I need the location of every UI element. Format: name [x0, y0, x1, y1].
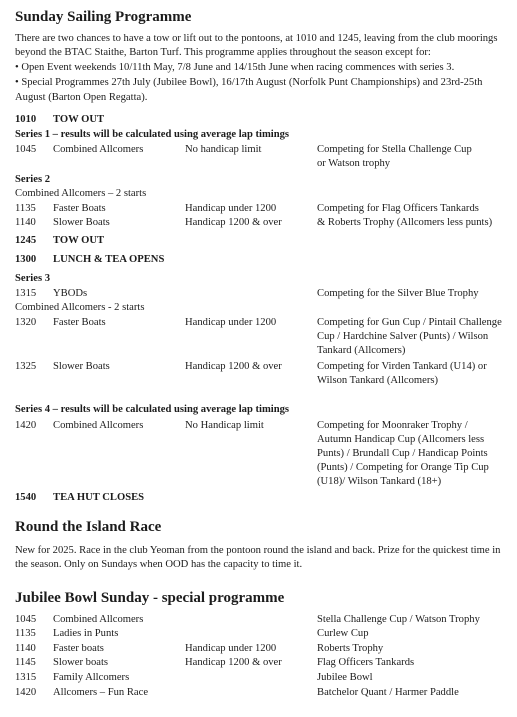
- race-class: Allcomers – Fun Race: [53, 687, 149, 698]
- race-time: 1315: [15, 288, 37, 299]
- race-trophy: Flag Officers Tankards: [317, 657, 415, 668]
- series-1-heading: Series 1 – results will be calculated using average lap timings: [15, 129, 290, 140]
- jubilee-title: Jubilee Bowl Sunday - special programme: [15, 590, 285, 606]
- race-time: 1315: [15, 672, 37, 683]
- race-trophy: or Watson trophy: [317, 158, 391, 169]
- race-class: Faster Boats: [53, 203, 106, 214]
- race-trophy: Batchelor Quant / Harmer Paddle: [317, 687, 459, 698]
- race-time: 1420: [15, 687, 37, 698]
- race-handicap: Handicap under 1200: [185, 643, 277, 654]
- race-trophy: Competing for Stella Challenge Cup: [317, 144, 472, 155]
- race-class: Slower Boats: [53, 217, 110, 228]
- race-time: 1135: [15, 628, 36, 639]
- race-handicap: Handicap under 1200: [185, 203, 277, 214]
- race-time: 1045: [15, 614, 37, 625]
- intro-line: There are two chances to have a tow or lift out to the pontoons, at 1010 and 1245, leaving from the club moorings: [15, 33, 498, 44]
- race-class: Slower boats: [53, 657, 109, 668]
- race-handicap: Handicap 1200 & over: [185, 217, 282, 228]
- race-class: YBODs: [53, 288, 88, 299]
- series-3-subheading: Combined Allcomers - 2 starts: [15, 302, 145, 313]
- time-tow-out: 1010: [15, 114, 37, 125]
- race-time: 1145: [15, 657, 36, 668]
- time-tea-hut: 1540: [15, 492, 37, 503]
- race-trophy: Competing for Flag Officers Tankards: [317, 203, 479, 214]
- race-trophy: (Punts) / Competing for Orange Tip Cup: [317, 462, 489, 473]
- series-2-heading: Series 2: [15, 174, 51, 185]
- series-4-heading: Series 4 – results will be calculated using average lap timings: [15, 404, 290, 415]
- island-race-text: New for 2025. Race in the club Yeoman from the pontoon round the island and back. Prize for the quickest time in: [15, 545, 501, 556]
- race-time: 1045: [15, 144, 37, 155]
- race-trophy: Tankard (Allcomers): [317, 345, 406, 356]
- race-class: Ladies in Punts: [53, 628, 119, 639]
- race-time: 1135: [15, 203, 36, 214]
- race-time: 1320: [15, 317, 37, 328]
- intro-line: beyond the BTAC Staithe, Barton Turf. This programme applies throughout the season except for:: [15, 47, 431, 58]
- island-race-text: the season. Only on Sundays when OOD has the capacity to time it.: [15, 559, 303, 570]
- race-trophy: Wilson Tankard (Allcomers): [317, 375, 439, 386]
- intro-bullet: • Special Programmes 27th July (Jubilee Bowl), 16/17th August (Norfolk Punt Championships) and 23rd-25th: [15, 77, 483, 88]
- page-title: Sunday Sailing Programme: [15, 9, 192, 25]
- label-tow-out: TOW OUT: [53, 235, 105, 246]
- series-2-subheading: Combined Allcomers – 2 starts: [15, 188, 147, 199]
- intro-bullet: August (Barton Open Regatta).: [15, 92, 148, 103]
- race-trophy: Autumn Handicap Cup (Allcomers less: [317, 434, 485, 445]
- race-time: 1140: [15, 217, 36, 228]
- race-class: Faster boats: [53, 643, 104, 654]
- race-time: 1420: [15, 420, 37, 431]
- race-trophy: Cup / Hardchine Salver (Punts) / Wilson: [317, 331, 489, 342]
- label-tow-out: TOW OUT: [53, 114, 105, 125]
- race-trophy: Stella Challenge Cup / Watson Trophy: [317, 614, 480, 625]
- race-trophy: Competing for Virden Tankard (U14) or: [317, 361, 487, 372]
- race-class: Combined Allcomers: [53, 614, 144, 625]
- race-class: Slower Boats: [53, 361, 110, 372]
- race-handicap: No handicap limit: [185, 144, 262, 155]
- label-tea-hut: TEA HUT CLOSES: [53, 492, 145, 503]
- race-handicap: Handicap 1200 & over: [185, 361, 282, 372]
- island-race-title: Round the Island Race: [15, 519, 162, 535]
- race-class: Combined Allcomers: [53, 420, 144, 431]
- race-trophy: Jubilee Bowl: [317, 672, 373, 683]
- race-trophy: (U18)/ Wilson Tankard (18+): [317, 476, 442, 487]
- race-trophy: Punts) / Brundall Cup / Handicap Points: [317, 448, 488, 459]
- race-class: Faster Boats: [53, 317, 106, 328]
- intro-bullet: • Open Event weekends 10/11th May, 7/8 June and 14/15th June when racing commences with series 3.: [15, 62, 455, 73]
- race-class: Combined Allcomers: [53, 144, 144, 155]
- race-time: 1140: [15, 643, 36, 654]
- label-lunch: LUNCH & TEA OPENS: [53, 254, 165, 265]
- race-handicap: Handicap 1200 & over: [185, 657, 282, 668]
- race-class: Family Allcomers: [53, 672, 130, 683]
- race-trophy: Roberts Trophy: [317, 643, 384, 654]
- race-trophy: & Roberts Trophy (Allcomers less punts): [317, 217, 493, 228]
- race-handicap: No Handicap limit: [185, 420, 264, 431]
- race-trophy: Curlew Cup: [317, 628, 369, 639]
- series-3-heading: Series 3: [15, 273, 51, 284]
- race-handicap: Handicap under 1200: [185, 317, 277, 328]
- time-tow-out: 1245: [15, 235, 37, 246]
- race-trophy: Competing for the Silver Blue Trophy: [317, 288, 479, 299]
- time-lunch: 1300: [15, 254, 37, 265]
- race-trophy: Competing for Moonraker Trophy /: [317, 420, 468, 431]
- race-trophy: Competing for Gun Cup / Pintail Challenge: [317, 317, 502, 328]
- race-time: 1325: [15, 361, 37, 372]
